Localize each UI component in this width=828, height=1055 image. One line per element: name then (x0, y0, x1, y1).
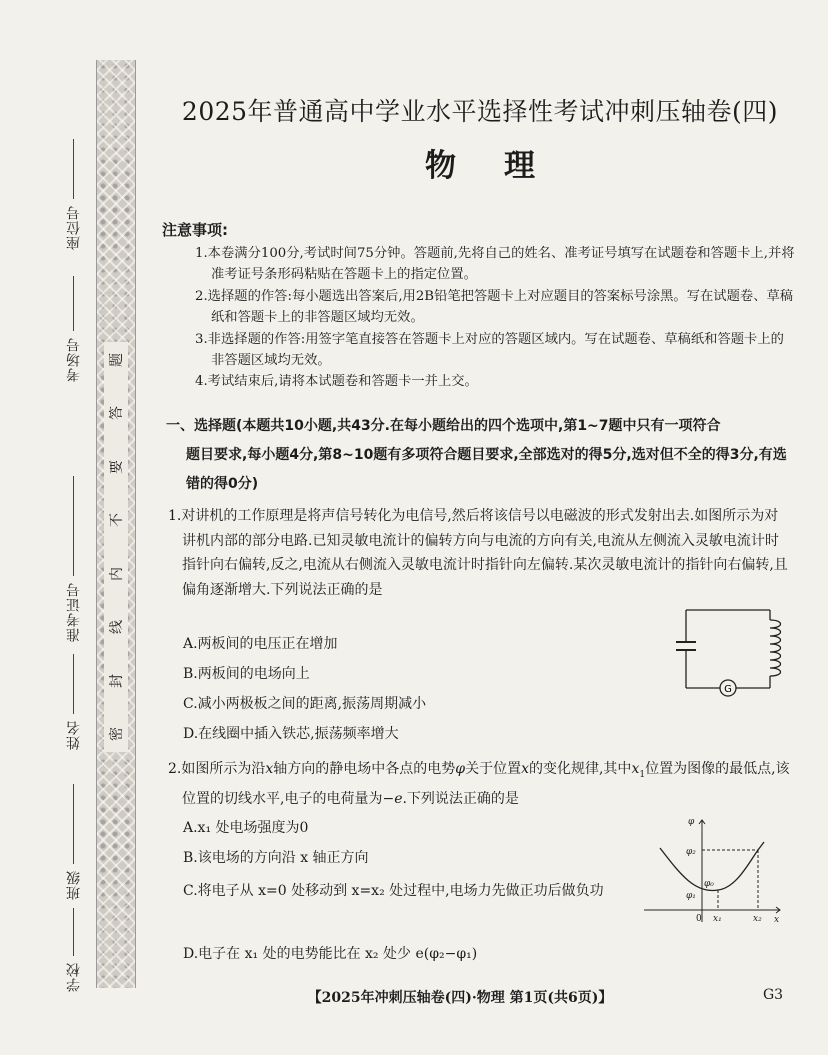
section-heading (166, 412, 792, 499)
section-heading-line1: 一、选择题(本题共10小题,共43分.在每小题给出的四个选项中,第1~7题中只有一项符合 (166, 418, 721, 434)
exam-title: 2025年普通高中学业水平选择性考试冲刺压轴卷(四) (181, 97, 779, 126)
phi0-label: φ₀ (704, 879, 714, 889)
x-axis-label: x (774, 915, 780, 925)
seal-char: 答 (109, 406, 125, 421)
seal-char: 内 (109, 566, 125, 581)
q1-option-b: B.两板间的电场向上 (183, 666, 310, 682)
q2-option-a: A.x₁ 处电场强度为0 (183, 820, 309, 836)
question-1 (168, 504, 792, 602)
q2-var-x1: x (631, 761, 640, 777)
q2-stem-part: .下列说法正确的是 (402, 791, 519, 808)
seal-char: 不 (109, 513, 125, 528)
binding-class-line (74, 784, 75, 864)
q2-option-d: D.电子在 x₁ 处的电势能比在 x₂ 处少 e(φ₂−φ₁) (183, 946, 478, 962)
notes-list (195, 243, 795, 393)
q2-stem-part: 位置为图像的最低点,该位置的切线水平,电子的电荷量为− (182, 761, 790, 808)
phi2-label: φ₂ (686, 847, 696, 857)
y-axis-label: φ (688, 817, 695, 827)
q1-option-a: A.两板间的电压正在增加 (183, 636, 338, 652)
q1-option-c: C.减小两极板之间的距离,振荡周期减小 (183, 696, 427, 712)
paper-code: G3 (763, 987, 784, 1003)
q2-stem-part: 关于位置 (465, 761, 522, 777)
binding-class-label: 班级 (66, 870, 82, 900)
note-item: 4.考试结束后,请将本试题卷和答题卡一并上交。 (195, 374, 478, 390)
section-heading-rest: 题目要求,每小题4分,第8~10题有多项符合题目要求,全部选对的得5分,选对但不全的得3分,有选错的得0分) (186, 447, 787, 492)
x2-label: x₂ (753, 914, 762, 924)
binding-name (62, 640, 86, 750)
binding-name-label: 姓名 (66, 720, 82, 750)
seal-char: 密 (109, 726, 125, 741)
potential-graph (640, 814, 786, 926)
q1-option-d: D.在线圈中插入铁芯,振荡频率增大 (183, 726, 399, 742)
binding-class (62, 770, 86, 900)
lc-circuit-diagram (672, 600, 802, 700)
seal-char: 要 (109, 459, 125, 474)
question-1-stem: 1.对讲机的工作原理是将声信号转化为电信号,然后将该信号以电磁波的形式发射出去.如图所示为对讲机内部的部分电路.已知灵敏电流计的偏转方向与电流的方向有关,电流从左侧流入灵敏电流计时指针向右偏转,反之,电流从右侧流入灵敏电流计时指针向左偏转.某次灵敏电流计的指针向右偏转,且偏角逐渐增大.下列说法正确的是 (168, 508, 788, 598)
binding-school (62, 902, 86, 992)
binding-ticket-line (74, 476, 75, 576)
inductor-coil-icon (770, 620, 781, 676)
page-footer: 【2025年冲刺压轴卷(四)·物理 第1页(共6页)】 (307, 990, 613, 1006)
subject-title: 物理 (425, 148, 583, 184)
q2-var-x: x (521, 761, 529, 777)
q2-option-b: B.该电场的方向沿 x 轴正方向 (183, 850, 369, 866)
binding-name-line (74, 654, 75, 714)
q2-sub: 1 (639, 769, 646, 780)
q2-stem-part: 2.如图所示为沿 (168, 761, 266, 777)
note-item: 1.本卷满分100分,考试时间75分钟。答题前,先将自己的姓名、准考证号填写在试题卷和答题卡上,并将准考证号条形码粘贴在答题卡上的指定位置。 (195, 246, 795, 283)
binding-school-line (74, 908, 75, 956)
binding-ticket-label: 准考证号 (66, 582, 82, 642)
note-item: 3.非选择题的作答:用签字笔直接答在答题卡上对应的答题区域内。写在试题卷、草稿纸和答题卡上的非答题区域均无效。 (195, 331, 784, 369)
seal-char: 封 (109, 673, 125, 688)
q2-var-e: e (394, 791, 403, 808)
binding-school-label: 学校 (66, 962, 82, 992)
q2-option-c: C.将电子从 x=0 处移动到 x=x₂ 处过程中,电场力先做正功后做负功 (183, 883, 604, 899)
question-2 (168, 757, 792, 812)
binding-room-line (74, 276, 75, 331)
x1-label: x₁ (713, 914, 722, 924)
phi1-label: φ₁ (686, 891, 696, 901)
binding-seat (62, 120, 86, 250)
question-2-stem (168, 757, 792, 812)
galvanometer-label: G (724, 684, 732, 695)
seal-text-column (104, 342, 128, 752)
binding-room-label: 考场号 (66, 337, 82, 382)
binding-seat-line (74, 139, 75, 199)
binding-ticket (62, 462, 86, 642)
q2-var-phi: φ (455, 761, 466, 777)
q2-var-x: x (265, 761, 274, 777)
binding-seat-label: 座位号 (66, 205, 82, 250)
seal-char: 题 (109, 353, 125, 367)
seal-char: 线 (109, 620, 125, 635)
q2-stem-part: 轴方向的静电场中各点的电势 (273, 761, 456, 777)
binding-room (62, 262, 86, 382)
note-item: 2.选择题的作答:每小题选出答案后,用2B铅笔把答题卡上对应题目的答案标号涂黑。写在试题卷、草稿纸和答题卡上的非答题区域均无效。 (195, 288, 794, 326)
q2-stem-part: 的变化规律,其中 (528, 761, 632, 777)
notes-heading: 注意事项: (162, 221, 228, 239)
origin-label: 0 (696, 914, 702, 924)
